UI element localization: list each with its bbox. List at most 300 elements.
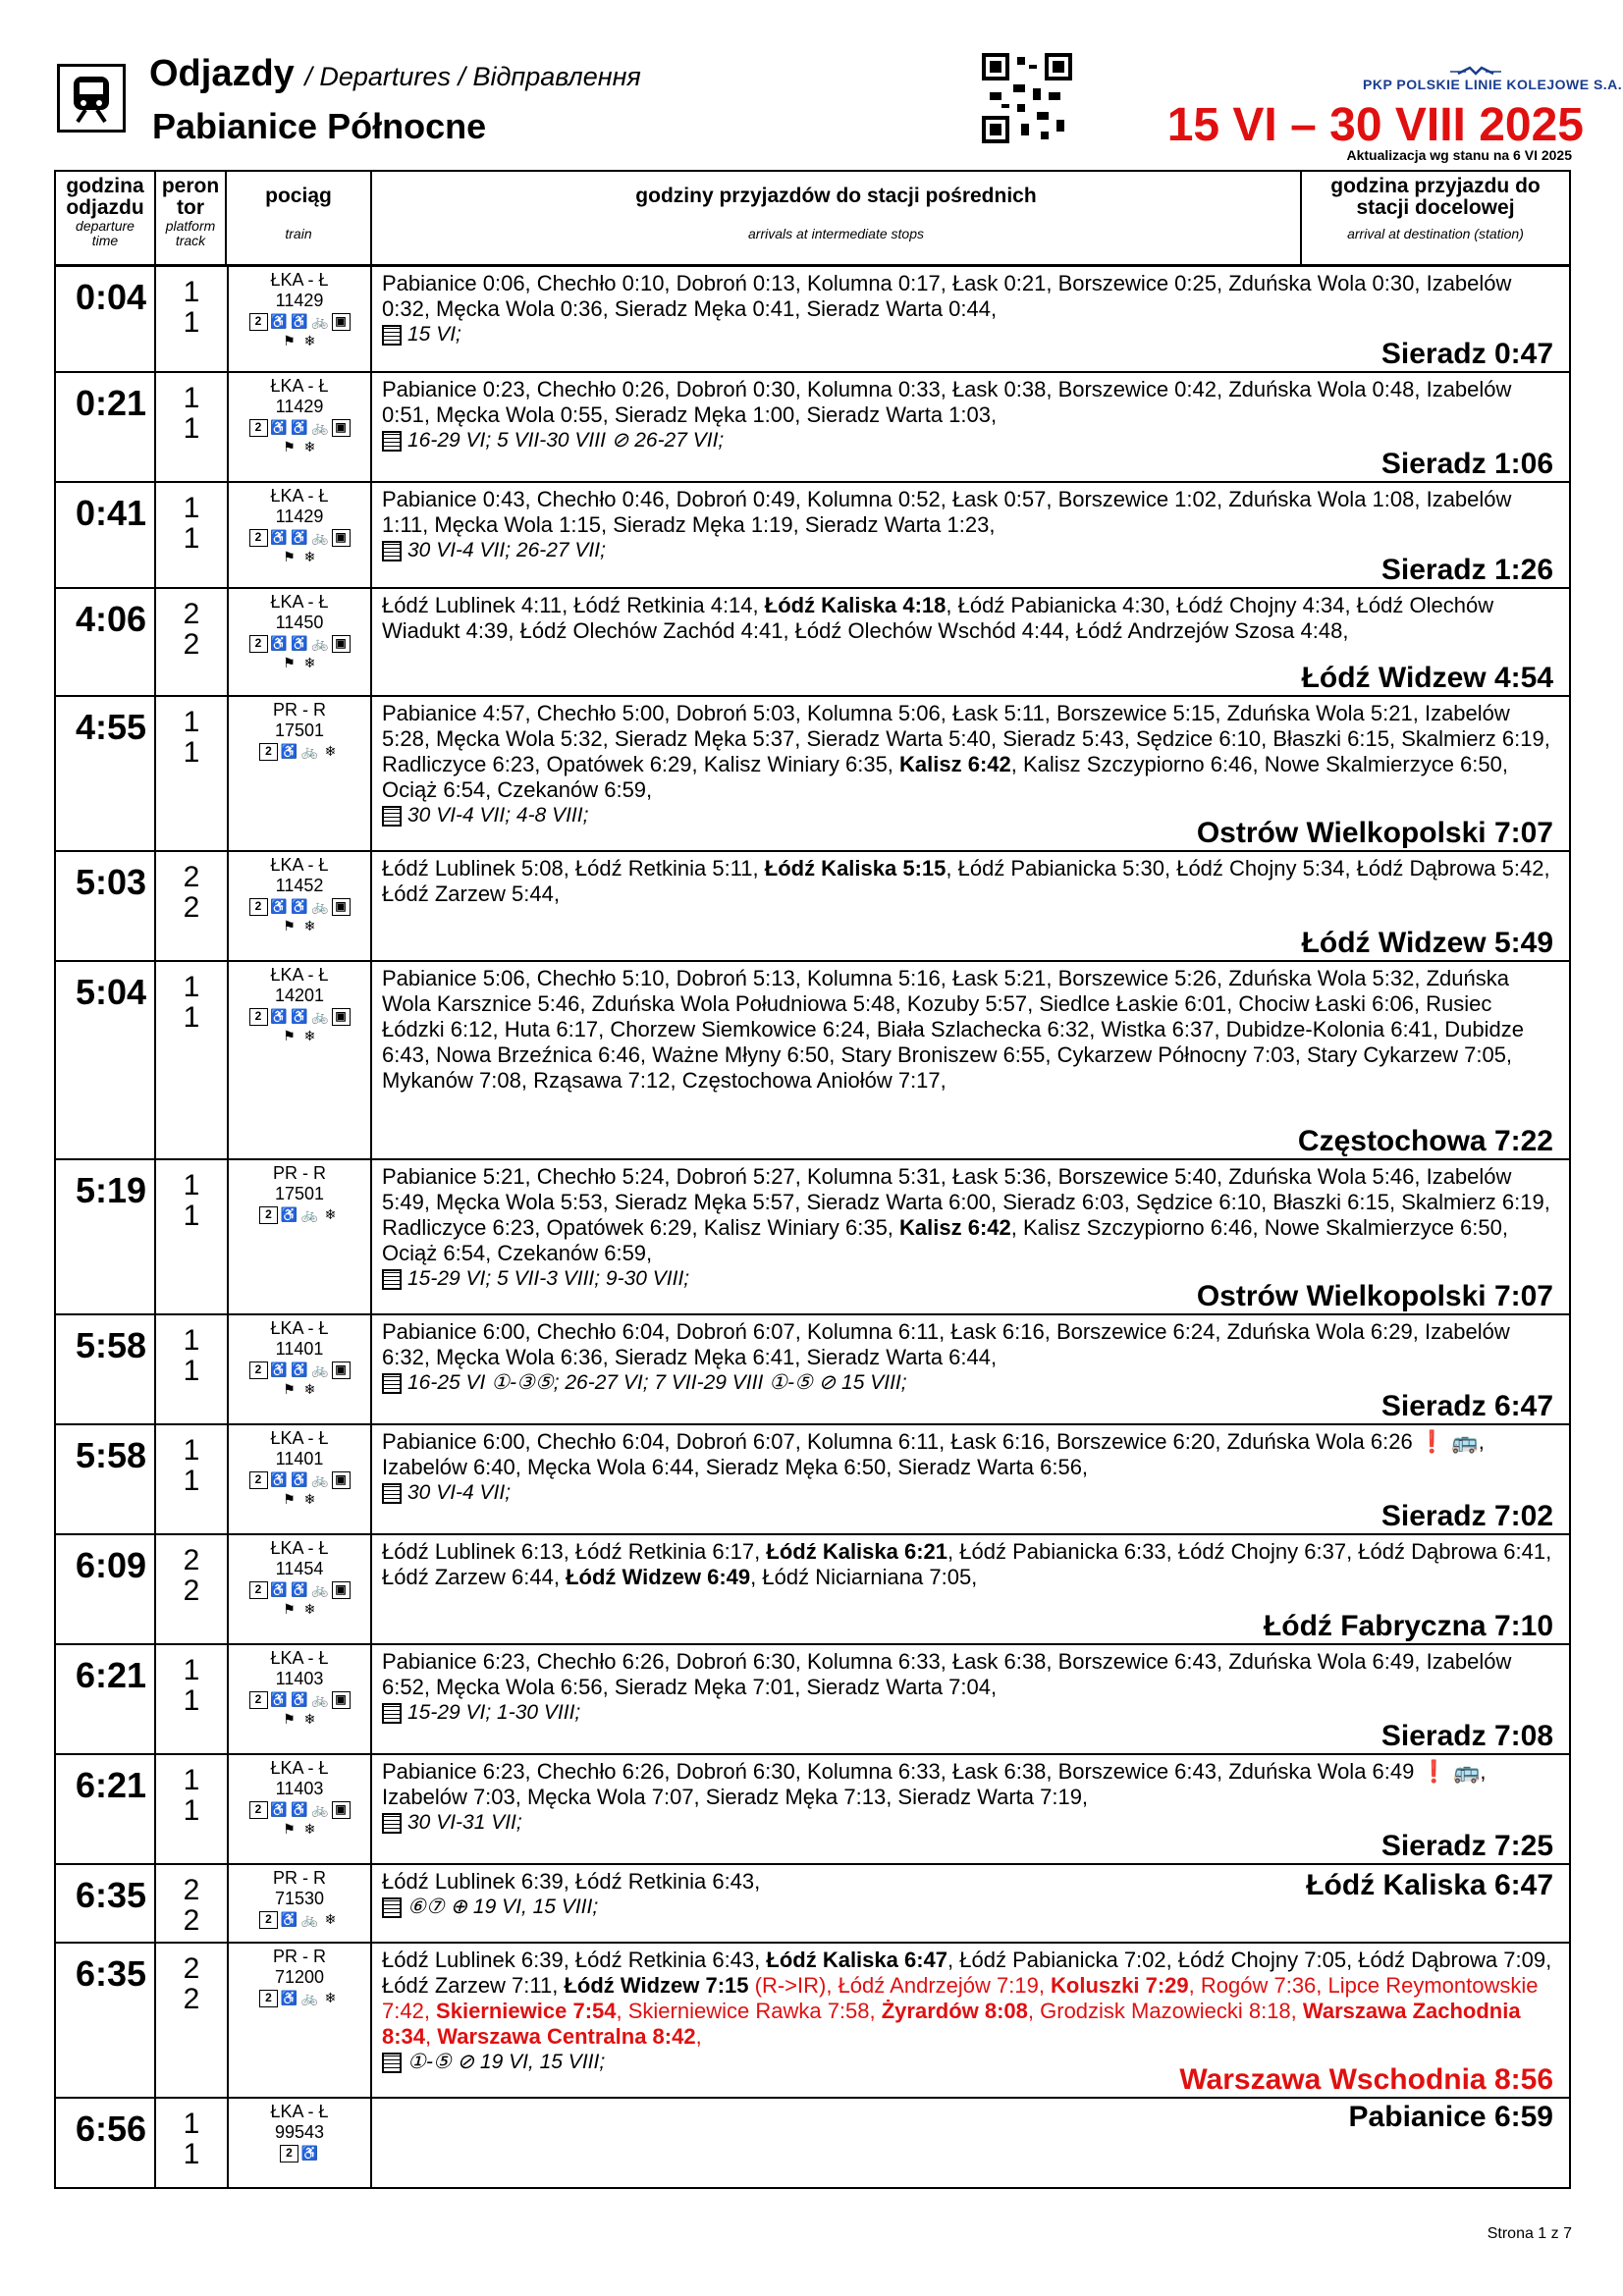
col-train: pociąg train	[227, 172, 372, 264]
wheelchair-icon: ♿	[280, 743, 298, 759]
carrier-code: ŁKA - Ł	[270, 2102, 329, 2121]
calendar-icon	[382, 2053, 402, 2073]
track-number: 1	[183, 1465, 200, 1497]
calendar-icon	[382, 1813, 402, 1834]
air-conditioning-icon: ❄	[303, 1028, 316, 1043]
departure-time: 6:21	[56, 1755, 156, 1863]
request-stop-icon: ⚑	[283, 1821, 296, 1837]
second-class-icon: 2	[280, 2145, 298, 2163]
stops-list: Łódź Lublinek 6:39, Łódź Retkinia 6:43,	[382, 1869, 761, 1894]
bicycle-icon: 🚲	[311, 419, 329, 435]
accessible-icon: ♿	[270, 898, 288, 914]
platform-track	[156, 697, 227, 850]
departure-time: 6:21	[56, 1645, 156, 1753]
page-number: Strona 1 z 7	[1487, 2225, 1572, 2242]
train-info	[227, 2099, 372, 2187]
destination-arrival: Sieradz 7:02	[1380, 1500, 1553, 1532]
train-info	[227, 1425, 372, 1533]
departure-time: 5:58	[56, 1315, 156, 1423]
bicycle-icon: 🚲	[300, 1911, 319, 1927]
platform-track	[156, 1315, 227, 1423]
train-number: 11429	[275, 397, 324, 416]
service-icons	[229, 1691, 370, 1709]
train-info	[227, 697, 372, 850]
air-conditioning-icon: ❄	[303, 439, 316, 454]
table-row	[56, 483, 1569, 589]
bicycle-icon: 🚲	[311, 529, 329, 545]
wheelchair-icon: ♿	[280, 1990, 298, 2005]
platform-track	[156, 2099, 227, 2187]
intermediate-stops	[372, 1535, 1569, 1643]
table-row	[56, 1645, 1569, 1755]
destination-arrival: Łódź Widzew 4:54	[1301, 662, 1553, 694]
carrier-code: PR - R	[273, 1868, 326, 1888]
platform-number: 1	[183, 492, 200, 524]
wheelchair-icon: ♿	[291, 1691, 308, 1707]
platform-track	[156, 1425, 227, 1533]
qr-code-icon	[982, 53, 1072, 143]
table-row	[56, 1535, 1569, 1645]
stops-list: Pabianice 6:23, Chechło 6:26, Dobroń 6:30, Kolumna 6:33, Łask 6:38, Borszewice 6:43, Zduńska Wola 6:49, Izabelów 6:52, Męcka Wola 6:56, Sieradz Męka 7:01, Sieradz Warta 7:04,	[382, 1649, 1512, 1699]
table-row	[56, 852, 1569, 962]
service-icons	[229, 898, 370, 916]
calendar-text: ①-⑤ ⊘ 19 VI, 15 VIII;	[407, 2051, 606, 2073]
calendar-text: 16-29 VI; 5 VII-30 VIII ⊘ 26-27 VII;	[407, 429, 725, 452]
carrier-code: PR - R	[273, 1947, 326, 1966]
bicycle-icon: 🚲	[311, 1471, 329, 1487]
bicycle-icon: 🚲	[300, 743, 319, 759]
stops-list: Pabianice 5:06, Chechło 5:10, Dobroń 5:13, Kolumna 5:16, Łask 5:21, Borszewice 5:26, Zduńska Wola 5:32, Zduńska Wola Karsznice 5:46, Zduńska Wola Południowa 5:48, Kozuby 5:57, Siedlce Łaskie 6:01, Chociw Łaski 6:06, Rusiec Łódzki 6:12, Huta 6:17, Chorzew Siemkowice 6:24, Biała Szlachecka 6:32, Wistka 6:37, Dubidze-Kolonia 6:41, Dubidze 6:43, Nowa Brzeźnica 6:46, Ważne Młyny 6:50, Stary Broniszew 6:55, Cykarzew Północny 7:03, Stary Cykarzew 7:05, Mykanów 7:08, Rząsawa 7:12, Częstochowa Aniołów 7:17,	[382, 966, 1524, 1093]
air-conditioning-icon: ❄	[303, 333, 316, 348]
wheelchair-icon: ♿	[300, 2145, 319, 2161]
calendar-icon	[382, 325, 402, 346]
carrier-code: ŁKA - Ł	[270, 1428, 329, 1448]
accessible-icon: ♿	[270, 313, 288, 329]
table-body	[56, 267, 1569, 2187]
calendar-text: 16-25 VI ①-③⑤; 26-27 VI; 7 VII-29 VIII ①-⑤ ⊘ 15 VIII;	[407, 1371, 907, 1394]
service-icons	[229, 1471, 370, 1489]
platform-track	[156, 589, 227, 695]
service-icons-2	[229, 549, 370, 566]
intermediate-stops	[372, 1160, 1569, 1313]
intermediate-stops	[372, 2099, 1569, 2187]
table-row	[56, 267, 1569, 373]
calendar-text: 30 VI-4 VII;	[407, 1481, 512, 1504]
destination-arrival: Łódź Kaliska 6:47	[1306, 1869, 1553, 1901]
service-icons-2	[229, 1028, 370, 1045]
platform-track	[156, 483, 227, 587]
destination-arrival: Łódź Fabryczna 7:10	[1263, 1610, 1553, 1642]
train-info	[227, 1535, 372, 1643]
ticket-machine-icon: ▣	[332, 1362, 351, 1379]
bicycle-icon: 🚲	[311, 1008, 329, 1024]
train-number: 11454	[275, 1559, 324, 1578]
platform-number: 2	[183, 1952, 200, 1985]
destination-arrival: Sieradz 0:47	[1380, 338, 1553, 370]
accessible-icon: ♿	[270, 1581, 288, 1597]
train-info	[227, 1315, 372, 1423]
intermediate-stops	[372, 1645, 1569, 1753]
platform-track	[156, 1865, 227, 1942]
stops-list: Pabianice 0:43, Chechło 0:46, Dobroń 0:49, Kolumna 0:52, Łask 0:57, Borszewice 1:02, Zduńska Wola 1:08, Izabelów 1:11, Męcka Wola 1:15, Sieradz Męka 1:19, Sieradz Warta 1:23,	[382, 487, 1512, 537]
platform-number: 1	[183, 971, 200, 1003]
intermediate-stops	[372, 852, 1569, 960]
air-conditioning-icon: ❄	[324, 743, 337, 759]
track-number: 1	[183, 306, 200, 339]
request-stop-icon: ⚑	[283, 1491, 296, 1507]
service-icons	[229, 1801, 370, 1819]
stops-list: Pabianice 0:06, Chechło 0:10, Dobroń 0:13, Kolumna 0:17, Łask 0:21, Borszewice 0:25, Zduńska Wola 0:30, Izabelów 0:32, Męcka Wola 0:36, Sieradz Męka 0:41, Sieradz Warta 0:44,	[382, 271, 1512, 321]
platform-track	[156, 1645, 227, 1753]
ticket-machine-icon: ▣	[332, 313, 351, 331]
track-number: 2	[183, 891, 200, 924]
departure-time: 5:19	[56, 1160, 156, 1313]
table-row	[56, 1315, 1569, 1425]
platform-track	[156, 1160, 227, 1313]
track-number: 1	[183, 1684, 200, 1717]
wheelchair-icon: ♿	[291, 1471, 308, 1487]
air-conditioning-icon: ❄	[303, 1711, 316, 1727]
carrier-code: ŁKA - Ł	[270, 965, 329, 985]
second-class-icon: 2	[259, 1990, 278, 2007]
carrier-code: ŁKA - Ł	[270, 270, 329, 290]
train-number: 17501	[274, 1184, 325, 1203]
ticket-machine-icon: ▣	[332, 419, 351, 437]
train-info	[227, 373, 372, 481]
second-class-icon: 2	[259, 743, 278, 761]
intermediate-stops	[372, 1944, 1569, 2097]
request-stop-icon: ⚑	[283, 1381, 296, 1397]
air-conditioning-icon: ❄	[303, 1491, 316, 1507]
second-class-icon: 2	[249, 1362, 268, 1379]
train-info	[227, 267, 372, 371]
stops-list: Łódź Lublinek 4:11, Łódź Retkinia 4:14, Łódź Kaliska 4:18, Łódź Pabianicka 4:30, Łódź Chojny 4:34, Łódź Olechów Wiadukt 4:39, Łódź Olechów Zachód 4:41, Łódź Olechów Wschód 4:44, Łódź Andrzejów Szosa 4:48,	[382, 593, 1494, 643]
table-row	[56, 697, 1569, 852]
train-number: 99543	[274, 2122, 325, 2142]
second-class-icon: 2	[249, 1008, 268, 1026]
stops-list: Pabianice 5:21, Chechło 5:24, Dobroń 5:27, Kolumna 5:31, Łask 5:36, Borszewice 5:40, Zduńska Wola 5:46, Izabelów 5:49, Męcka Wola 5:53, Sieradz Męka 5:57, Sieradz Warta 6:00, Sieradz 6:03, Sędzice 6:10, Błaszki 6:15, Skalmierz 6:19, Radliczyce 6:23, Opatówek 6:29, Kalisz Winiary 6:35, Kalisz 6:42, Kalisz Szczypiorno 6:46, Nowe Skalmierzyce 6:50, Ociąż 6:54, Czekanów 6:59,	[382, 1164, 1550, 1265]
service-icons-2	[229, 439, 370, 456]
wheelchair-icon: ♿	[280, 1206, 298, 1222]
track-number: 1	[183, 1200, 200, 1232]
platform-track	[156, 267, 227, 371]
train-number: 14201	[274, 986, 325, 1005]
calendar-icon	[382, 1897, 402, 1918]
calendar-text: 15 VI;	[407, 323, 461, 346]
air-conditioning-icon: ❄	[324, 1990, 337, 2005]
second-class-icon: 2	[259, 1206, 278, 1224]
track-number: 1	[183, 522, 200, 555]
col-intermediate: godziny przyjazdów do stacji pośrednich arrivals at intermediate stops	[372, 172, 1302, 264]
intermediate-stops	[372, 697, 1569, 850]
carrier-code: ŁKA - Ł	[270, 1648, 329, 1668]
stops-list: Łódź Lublinek 6:13, Łódź Retkinia 6:17, Łódź Kaliska 6:21, Łódź Pabianicka 6:33, Łódź Chojny 6:37, Łódź Dąbrowa 6:41, Łódź Zarzew 6:44, Łódź Widzew 6:49, Łódź Niciarniana 7:05,	[382, 1539, 1552, 1589]
platform-number: 1	[183, 276, 200, 308]
bicycle-icon: 🚲	[311, 898, 329, 914]
train-info	[227, 1755, 372, 1863]
stops-list: Pabianice 0:23, Chechło 0:26, Dobroń 0:30, Kolumna 0:33, Łask 0:38, Borszewice 0:42, Zduńska Wola 0:48, Izabelów 0:51, Męcka Wola 0:55, Sieradz Męka 1:00, Sieradz Warta 1:03,	[382, 377, 1512, 427]
platform-number: 1	[183, 1654, 200, 1686]
table-row	[56, 962, 1569, 1160]
intermediate-stops	[372, 1315, 1569, 1423]
service-icons	[229, 419, 370, 437]
wheelchair-icon: ♿	[291, 1801, 308, 1817]
request-stop-icon: ⚑	[283, 1601, 296, 1617]
platform-number: 2	[183, 1544, 200, 1576]
second-class-icon: 2	[249, 898, 268, 916]
accessible-icon: ♿	[270, 529, 288, 545]
accessible-icon: ♿	[270, 1801, 288, 1817]
air-conditioning-icon: ❄	[303, 1601, 316, 1617]
service-icons-2	[229, 333, 370, 350]
train-number: 71530	[274, 1889, 325, 1908]
carrier-name: PKP POLSKIE LINIE KOLEJOWE S.A.	[1363, 77, 1623, 92]
departure-time: 6:56	[56, 2099, 156, 2187]
bicycle-icon: 🚲	[300, 1206, 319, 1222]
calendar-icon	[382, 431, 402, 452]
service-icons	[229, 1911, 370, 1929]
calendar-icon	[382, 541, 402, 561]
intermediate-stops	[372, 589, 1569, 695]
request-stop-icon: ⚑	[283, 918, 296, 934]
accessible-icon: ♿	[270, 419, 288, 435]
request-stop-icon: ⚑	[283, 655, 296, 670]
accessible-icon: ♿	[270, 1008, 288, 1024]
intermediate-stops	[372, 267, 1569, 371]
departure-time: 6:09	[56, 1535, 156, 1643]
air-conditioning-icon: ❄	[303, 1381, 316, 1397]
wheelchair-icon: ♿	[291, 1362, 308, 1377]
train-number: 11401	[275, 1449, 324, 1468]
platform-number: 2	[183, 1874, 200, 1906]
platform-number: 1	[183, 1764, 200, 1796]
track-number: 1	[183, 2138, 200, 2170]
platform-number: 1	[183, 1324, 200, 1357]
table-row	[56, 1160, 1569, 1315]
request-stop-icon: ⚑	[283, 1028, 296, 1043]
service-icons	[229, 529, 370, 547]
update-note: Aktualizacja wg stanu na 6 VI 2025	[1346, 147, 1572, 163]
departure-time: 0:04	[56, 267, 156, 371]
carrier-code: ŁKA - Ł	[270, 486, 329, 506]
table-row	[56, 1865, 1569, 1944]
train-number: 11429	[275, 507, 324, 526]
platform-number: 1	[183, 1169, 200, 1201]
departure-time: 4:55	[56, 697, 156, 850]
calendar-text: 30 VI-31 VII;	[407, 1811, 522, 1834]
platform-track	[156, 1944, 227, 2097]
table-row	[56, 1755, 1569, 1865]
destination-arrival: Sieradz 7:25	[1380, 1830, 1553, 1862]
stops-list: Pabianice 6:00, Chechło 6:04, Dobroń 6:07, Kolumna 6:11, Łask 6:16, Borszewice 6:24, Zduńska Wola 6:29, Izabelów 6:32, Męcka Wola 6:36, Sieradz Męka 6:41, Sieradz Warta 6:44,	[382, 1319, 1510, 1369]
track-number: 1	[183, 412, 200, 445]
second-class-icon: 2	[249, 1691, 268, 1709]
train-info	[227, 852, 372, 960]
calendar-icon	[382, 1269, 402, 1290]
intermediate-stops	[372, 962, 1569, 1158]
service-icons	[229, 743, 370, 761]
track-number: 2	[183, 1983, 200, 2015]
request-stop-icon: ⚑	[283, 549, 296, 564]
stops-list: Łódź Lublinek 5:08, Łódź Retkinia 5:11, Łódź Kaliska 5:15, Łódź Pabianicka 5:30, Łódź Chojny 5:34, Łódź Dąbrowa 5:42, Łódź Zarzew 5:44,	[382, 856, 1550, 906]
departure-time: 5:03	[56, 852, 156, 960]
intermediate-stops	[372, 373, 1569, 481]
service-icons	[229, 1581, 370, 1599]
request-stop-icon: ⚑	[283, 1711, 296, 1727]
train-number: 11403	[275, 1669, 324, 1688]
table-header	[56, 172, 1569, 267]
bicycle-icon: 🚲	[300, 1990, 319, 2005]
service-icons-2	[229, 1491, 370, 1509]
intermediate-stops	[372, 483, 1569, 587]
service-icons	[229, 1362, 370, 1379]
platform-track	[156, 962, 227, 1158]
train-number: 71200	[274, 1967, 325, 1987]
departure-time: 0:21	[56, 373, 156, 481]
train-info	[227, 589, 372, 695]
calendar-text: ⑥⑦ ⊕ 19 VI, 15 VIII;	[407, 1896, 599, 1918]
service-icons-2	[229, 1381, 370, 1399]
ticket-machine-icon: ▣	[332, 635, 351, 653]
platform-track	[156, 1755, 227, 1863]
accessible-icon: ♿	[270, 1471, 288, 1487]
destination-arrival: Warszawa Wschodnia 8:56	[1179, 2063, 1553, 2096]
destination-arrival: Sieradz 6:47	[1380, 1390, 1553, 1422]
platform-number: 1	[183, 1434, 200, 1467]
train-info	[227, 1944, 372, 2097]
service-icons-2	[229, 1601, 370, 1619]
carrier-code: PR - R	[273, 700, 326, 720]
validity-period: 15 VI – 30 VIII 2025	[1166, 99, 1584, 151]
train-number: 11401	[275, 1339, 324, 1359]
wheelchair-icon: ♿	[291, 635, 308, 651]
train-icon	[57, 64, 126, 133]
accessible-icon: ♿	[270, 635, 288, 651]
platform-number: 1	[183, 2108, 200, 2140]
calendar-icon	[382, 1703, 402, 1724]
stops-list-continued: (R->IR), Łódź Andrzejów 7:19, Koluszki 7:29, Rogów 7:36, Lipce Reymontowskie 7:42, Skierniewice 7:54, Skierniewice Rawka 7:58, Żyrardów 8:08, Grodzisk Mazowiecki 8:18, Warszawa Zachodnia 8:34, Warszawa Centralna 8:42,	[382, 1973, 1539, 2049]
platform-track	[156, 373, 227, 481]
air-conditioning-icon: ❄	[303, 655, 316, 670]
destination-arrival: Ostrów Wielkopolski 7:07	[1196, 1280, 1553, 1312]
accessible-icon: ♿	[270, 1362, 288, 1377]
bicycle-icon: 🚲	[311, 1801, 329, 1817]
departure-time: 5:04	[56, 962, 156, 1158]
carrier-code: ŁKA - Ł	[270, 592, 329, 612]
service-icons-2	[229, 918, 370, 935]
destination-arrival: Częstochowa 7:22	[1297, 1125, 1553, 1157]
train-info	[227, 1160, 372, 1313]
bicycle-icon: 🚲	[311, 1362, 329, 1377]
platform-number: 1	[183, 382, 200, 414]
carrier-code: PR - R	[273, 1163, 326, 1183]
intermediate-stops	[372, 1865, 1569, 1942]
service-icons-2	[229, 1711, 370, 1729]
carrier-code: ŁKA - Ł	[270, 1758, 329, 1778]
ticket-machine-icon: ▣	[332, 529, 351, 547]
col-destination: godzina przyjazdu do stacji docelowej arrival at destination (station)	[1330, 175, 1541, 241]
stops-list: Pabianice 6:23, Chechło 6:26, Dobroń 6:30, Kolumna 6:33, Łask 6:38, Borszewice 6:43, Zduńska Wola 6:49 ❗ 🚌, Izabelów 7:03, Męcka Wola 7:07, Sieradz Męka 7:13, Sieradz Warta 7:19,	[382, 1759, 1487, 1809]
track-number: 1	[183, 1001, 200, 1034]
destination-arrival: Ostrów Wielkopolski 7:07	[1196, 817, 1553, 849]
train-info	[227, 962, 372, 1158]
platform-track	[156, 852, 227, 960]
service-icons-2	[229, 655, 370, 672]
table-row	[56, 373, 1569, 483]
service-icons	[229, 1990, 370, 2007]
col-platform: peron tor platform track	[156, 172, 227, 264]
air-conditioning-icon: ❄	[324, 1206, 337, 1222]
wheelchair-icon: ♿	[291, 1008, 308, 1024]
second-class-icon: 2	[249, 635, 268, 653]
service-icons	[229, 1008, 370, 1026]
wheelchair-icon: ♿	[291, 529, 308, 545]
request-stop-icon: ⚑	[283, 333, 296, 348]
ticket-machine-icon: ▣	[332, 1581, 351, 1599]
ticket-machine-icon: ▣	[332, 898, 351, 916]
train-number: 11450	[275, 613, 324, 632]
table-row	[56, 1944, 1569, 2099]
track-number: 1	[183, 1355, 200, 1387]
departure-time: 6:35	[56, 1865, 156, 1942]
train-info	[227, 1645, 372, 1753]
departure-time: 5:58	[56, 1425, 156, 1533]
train-number: 11429	[275, 291, 324, 310]
carrier-code: ŁKA - Ł	[270, 376, 329, 396]
track-number: 2	[183, 1904, 200, 1937]
second-class-icon: 2	[249, 313, 268, 331]
second-class-icon: 2	[249, 529, 268, 547]
calendar-icon	[382, 1483, 402, 1504]
train-info	[227, 1865, 372, 1942]
col-departure-time: godzina odjazdu departure time	[56, 172, 156, 264]
table-row	[56, 589, 1569, 697]
carrier-code: ŁKA - Ł	[270, 1538, 329, 1558]
platform-track	[156, 1535, 227, 1643]
track-number: 1	[183, 1794, 200, 1827]
stops-list: Łódź Lublinek 6:39, Łódź Retkinia 6:43, Łódź Kaliska 6:47, Łódź Pabianicka 7:02, Łódź Chojny 7:05, Łódź Dąbrowa 7:09, Łódź Zarzew 7:11, Łódź Widzew 7:15 (R->IR), Łódź Andrzejów 7:19, Koluszki 7:29, Rogów 7:36, Lipce Reymontowskie 7:42, Skierniewice 7:54, Skierniewice Rawka 7:58, Żyrardów 8:08, Grodzisk Mazowiecki 8:18, Warszawa Zachodnia 8:34, Warszawa Centralna 8:42,	[382, 1948, 1552, 2049]
intermediate-stops	[372, 1425, 1569, 1533]
departures-table	[54, 170, 1571, 2189]
service-icons	[229, 2145, 370, 2163]
intermediate-stops	[372, 1755, 1569, 1863]
destination-arrival: Sieradz 1:06	[1380, 448, 1553, 480]
calendar-icon	[382, 806, 402, 827]
second-class-icon: 2	[249, 419, 268, 437]
ticket-machine-icon: ▣	[332, 1691, 351, 1709]
service-icons	[229, 635, 370, 653]
bicycle-icon: 🚲	[311, 313, 329, 329]
station-name: Pabianice Północne	[152, 106, 487, 146]
wheelchair-icon: ♿	[280, 1911, 298, 1927]
destination-arrival: Łódź Widzew 5:49	[1301, 927, 1553, 959]
platform-number: 2	[183, 598, 200, 630]
air-conditioning-icon: ❄	[324, 1911, 337, 1927]
page-title: Odjazdy / Departures / Відправлення	[149, 53, 641, 94]
ticket-machine-icon: ▣	[332, 1471, 351, 1489]
wheelchair-icon: ♿	[291, 898, 308, 914]
wheelchair-icon: ♿	[291, 419, 308, 435]
stops-list: Pabianice 6:00, Chechło 6:04, Dobroń 6:07, Kolumna 6:11, Łask 6:16, Borszewice 6:20, Zduńska Wola 6:26 ❗ 🚌, Izabelów 6:40, Męcka Wola 6:44, Sieradz Męka 6:50, Sieradz Warta 6:56,	[382, 1429, 1485, 1479]
train-number: 11403	[275, 1779, 324, 1798]
request-stop-icon: ⚑	[283, 439, 296, 454]
destination-arrival: Sieradz 7:08	[1380, 1720, 1553, 1752]
ticket-machine-icon: ▣	[332, 1008, 351, 1026]
destination-arrival: Pabianice 6:59	[1348, 2101, 1553, 2133]
departure-time: 6:35	[56, 1944, 156, 2097]
train-number: 17501	[274, 721, 325, 740]
train-number: 11452	[275, 876, 324, 895]
